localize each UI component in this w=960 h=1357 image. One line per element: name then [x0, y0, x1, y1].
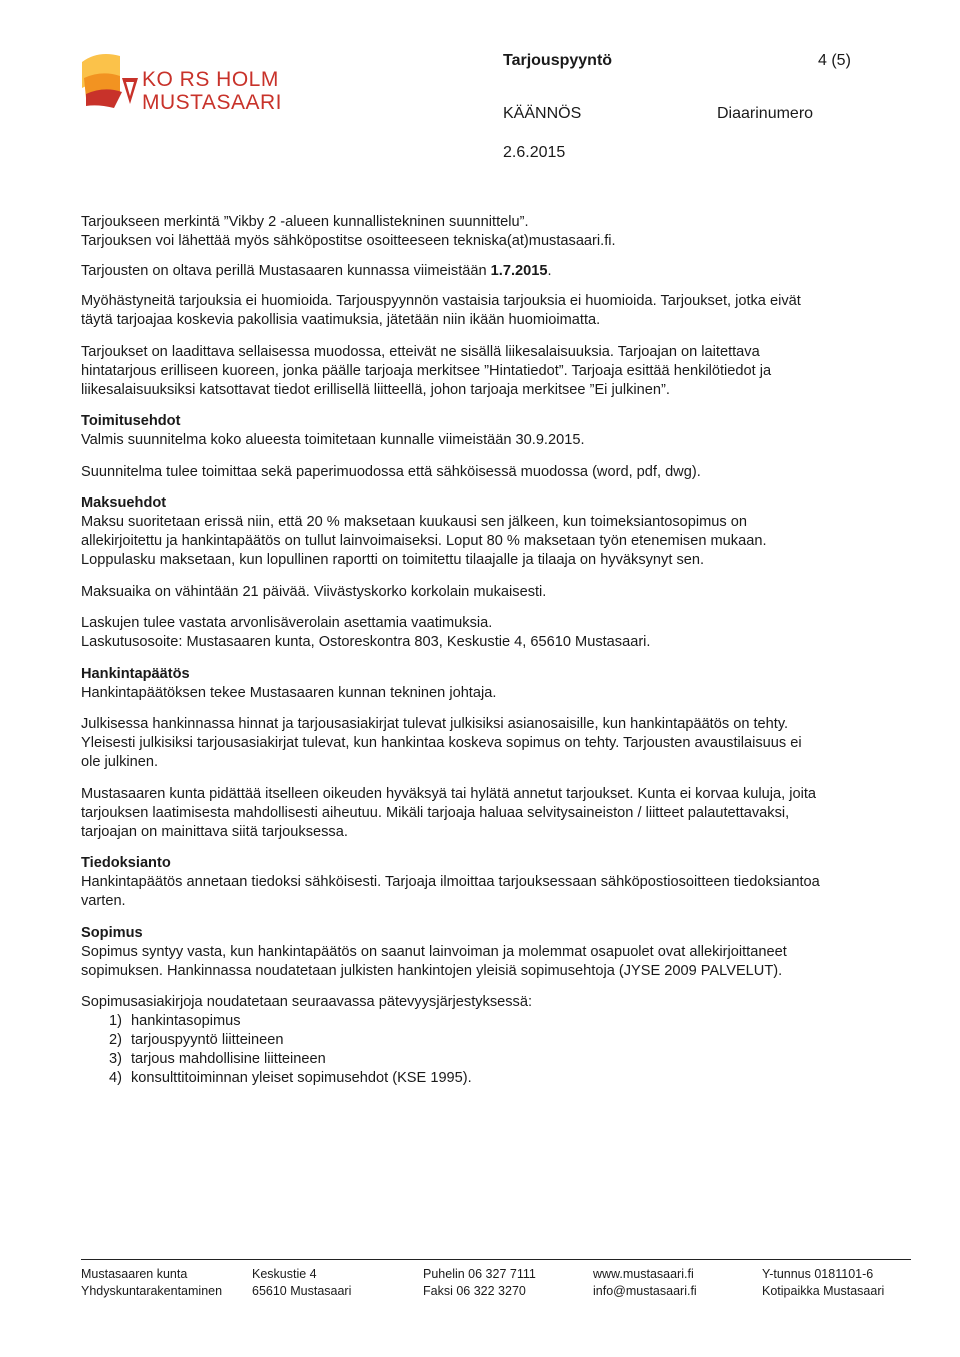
section-decision: Hankintapäätös Hankintapäätöksen tekee Mustasaaren kunnan tekninen johtaja. [81, 665, 886, 703]
footer-address: Keskustie 4 65610 Mustasaari [252, 1267, 352, 1298]
footer-business-id: Y-tunnus 0181101-6 Kotipaikka Mustasaari [762, 1267, 885, 1298]
list-item: 4) konsulttitoiminnan yleiset sopimusehdot (KSE 1995). [109, 1070, 472, 1086]
heading-contract: Sopimus [81, 924, 143, 941]
footer-phone: Puhelin 06 327 7111 Faksi 06 322 3270 [423, 1267, 536, 1298]
order-intro: Sopimusasiakirjoja noudatetaan seuraavassa pätevyysjärjestyksessä: [81, 994, 533, 1010]
paragraph-rights: Mustasaaren kunta pidättää itselleen oikeuden hyväksyä tai hylätä annetut tarjoukset. Kunta ei korvaa kuluja, joita tarjouksen laatimisesta mahdollisesti aiheutuu. Mikäli tarjoaja haluaa selvitysaineiston / liitteet palautettavaksi, tarjoajan on mainittava siitä tarjouksessa. [81, 785, 817, 840]
heading-decision: Hankintapäätös [81, 665, 190, 682]
section-payment: Maksuehdot Maksu suoritetaan erissä niin, että 20 % maksetaan kuukausi sen jälkeen, kun toimeksiantosopimus on allekirjoitettu ja hankintapäätös on tullut lainvoimaiseksi. Loput 80 % maksetaan työn etenemisen mukaan. Loppulasku maksetaan, kun lopullinen raportti on toimitettu tilaajalle ja tilaaja on hyväksynyt sen. [81, 494, 886, 570]
email-link[interactable]: info@mustasaari.fi [593, 1284, 697, 1298]
diary-number-label: Diaarinumero [717, 105, 814, 122]
paragraph-deadline: Tarjousten on oltava perillä Mustasaaren kunnassa viimeistään 1.7.2015. [81, 263, 552, 279]
paragraph-invoicing: Laskujen tulee vastata arvonlisäverolain asettamia vaatimuksia. Laskutusosoite: Mustasaaren kunta, Ostoreskontra 803, Keskustie 4, 65610 Mustasaari. [81, 615, 651, 650]
list-item: 1) hankintasopimus [109, 1013, 241, 1029]
paragraph-late-offers: Myöhästyneitä tarjouksia ei huomioida. Tarjouspyynnön vastaisia tarjouksia ei huomioida. Tarjoukset, jotka eivät täytä tarjoajaa koskevia pakollisia vaatimuksia, jätetään niin ikään huomioimatta. [81, 293, 801, 328]
section-notice: Tiedoksianto Hankintapäätös annetaan tiedoksi sähköisesti. Tarjoaja ilmoittaa tarjouksessaan sähköpostiosoitteen tiedoksiantoa varten. [81, 854, 886, 911]
paragraph-marking: Tarjoukseen merkintä ”Vikby 2 -alueen kunnallistekninen suunnittelu”. Tarjouksen voi lähettää myös sähköpostitse osoitteeseen tekniska(at)mustasaari.fi. [81, 214, 616, 249]
paragraph-publicity: Julkisessa hankinnassa hinnat ja tarjousasiakirjat tulevat julkisiksi asianosaisille, kun hankintapäätös on tehty. Yleisesti julkisiksi tarjousasiakirjat tulevat, kun hankintaa koskeva sopimus on tehty. Tarjousten avaustilaisuus ei ole julkinen. [81, 716, 802, 770]
heading-notice: Tiedoksianto [81, 855, 171, 871]
website-link[interactable]: www.mustasaari.fi [593, 1267, 694, 1281]
logo-emblem-icon [80, 48, 140, 108]
order-list [81, 1012, 886, 1088]
list-item: 3) tarjous mahdollisine liitteineen [109, 1051, 326, 1067]
logo-line-2: MUSTASAARI [142, 91, 282, 114]
document-date: 2.6.2015 [503, 144, 566, 161]
section-contract: Sopimus Sopimus syntyy vasta, kun hankintapäätös on saanut lainvoiman ja molemmat osapuolet ovat allekirjoittaneet sopimuksen. Hankinnassa noudatetaan julkisten hankintojen yleisiä sopimusehtoja (JYSE 2009 PALVELUT). [81, 924, 886, 981]
municipality-logo [80, 48, 300, 114]
page-number: 4 (5) [818, 52, 851, 69]
list-item: 2) tarjouspyyntö liitteineen [109, 1032, 284, 1048]
section-delivery: Toimitusehdot Valmis suunnitelma koko alueesta toimitetaan kunnalle viimeistään 30.9.2015. [81, 412, 886, 450]
paragraph-payment-time: Maksuaika on vähintään 21 päivää. Viivästyskorko korkolain mukaisesti. [81, 583, 547, 600]
paragraph-confidentiality: Tarjoukset on laadittava sellaisessa muodossa, etteivät ne sisällä liikesalaisuuksia. Tarjoajan on laitettava hintatarjous erilliseen kuoreen, jonka päälle tarjoaja merkitsee ”Hintatiedot”. Tarjoaja esittää henkilötiedot ja liikesalaisuuksiksi katsottavat tiedot erillisellä liitteellä, johon tarjoaja merkitsee ”Ei julkinen”. [81, 343, 772, 398]
heading-delivery: Toimitusehdot [81, 413, 181, 429]
paragraph-format: Suunnitelma tulee toimittaa sekä paperimuodossa että sähköisessä muodossa (word, pdf, dwg). [81, 463, 701, 480]
footer-divider [81, 1259, 911, 1260]
heading-payment: Maksuehdot [81, 495, 167, 511]
section-document-order [81, 993, 886, 1088]
document-type: KÄÄNNÖS [503, 105, 582, 122]
logo-line-1: KO RS HOLM [142, 68, 279, 91]
footer-web [593, 1266, 697, 1300]
document-title: Tarjouspyyntö [503, 52, 613, 69]
document-body [81, 213, 886, 1088]
footer-organization: Mustasaaren kunta Yhdyskuntarakentaminen [81, 1267, 223, 1298]
deadline-date: 1.7.2015 [490, 263, 548, 279]
